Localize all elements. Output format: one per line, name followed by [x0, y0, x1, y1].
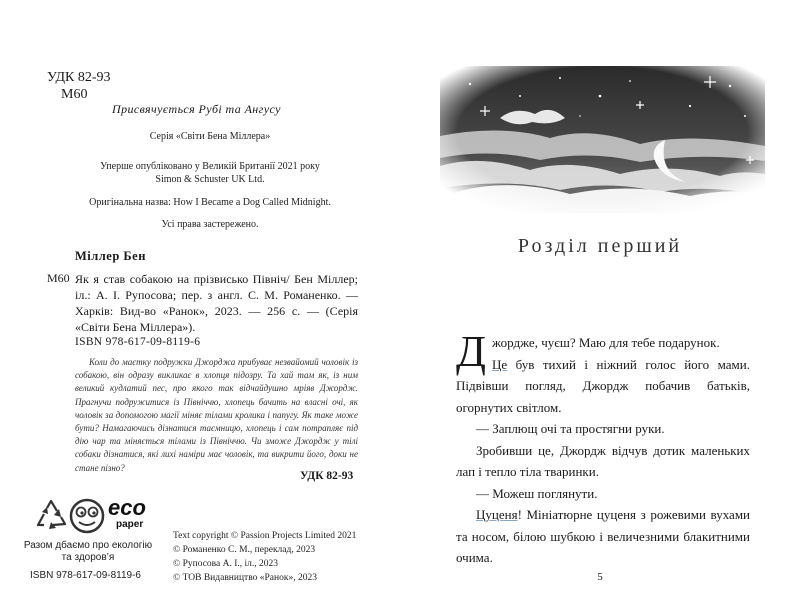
- eco-logos: [34, 495, 164, 537]
- page-number: 5: [597, 571, 603, 583]
- moon-clouds-image: [440, 66, 765, 213]
- eco-caption: Разом дбаємо про екологію та здоров’я: [23, 540, 153, 563]
- copyright-line: © Романенко С. М., переклад, 2023: [173, 545, 316, 555]
- author-heading: Міллер Бен: [75, 249, 146, 263]
- paragraph: — Можеш поглянути.: [476, 485, 598, 501]
- paragraph: Зробивши це, Джордж відчув дотик маленьких лап і тепло тіла тваринки.: [456, 442, 750, 479]
- eco-logo-word: eco: [108, 495, 146, 520]
- author-sign-2: М60: [47, 271, 70, 285]
- paragraph-text: жордже, чуєш? Маю для тебе подарунок.: [492, 335, 720, 350]
- chapter-text: [456, 327, 750, 569]
- copyright-line: Text copyright © Passion Projects Limited 2021: [173, 531, 357, 541]
- udk-bottom: УДК 82-93: [300, 470, 354, 482]
- underlined-word: Це: [492, 356, 508, 372]
- copyright-block: [173, 529, 356, 585]
- copyright-line: © Рупосова А. І., іл., 2023: [173, 559, 279, 569]
- catalog-entry: Як я став собакою на прізвисько Північ/ Бен Міллер; іл.: А. І. Рупосова; пер. з англ. С. М. Романенко. — Харків: Вид-во «Ранок», 2023. — 256 с. — (Серія «Світи Бена Міллера»).: [75, 272, 358, 334]
- paragraph-text: був тихий і ніжний голос його мами. Підвівши погляд, Джордж побачив батьків, огорнутих світлом.: [456, 356, 750, 415]
- first-published-line-1: Уперше опубліковано у Великій Британії 2021 року: [100, 161, 320, 172]
- first-published: [60, 160, 360, 186]
- underlined-word: Цуценя: [476, 507, 518, 522]
- udk-code: УДК 82-93: [47, 70, 111, 85]
- annotation: Коли до маєтку подружки Джорджа прибуває незвайомий чоловік із собакою, він одразу викликає в хлопця підозру. Та хай там як, із ним великий кудлатий пес, про якого так відчайдушно мріяв Джордж. Прагнучи подружитися із Північчю, хлопець бачить на власні очі, як чоловік за допомогою магії міняє тілами кролика і папугу. Як таке може бути? Намагаючись дізнатися таємницю, хлопець і сам потрапляє під дію чар та міняється тілами із Північчю. Чи зможе Джордж у тілі собаки дізнатися, які лихі наміри має чоловік, та викрити його, доки не стане пізно?: [75, 357, 358, 473]
- dedication: Присвячується Рубі та Ангусу: [112, 102, 281, 116]
- paragraph: [456, 504, 750, 569]
- drop-cap: Д: [456, 327, 487, 376]
- paragraph: [456, 354, 750, 419]
- night-sky-illustration: [440, 66, 765, 213]
- first-published-line-2: Simon & Schuster UK Ltd.: [155, 174, 265, 185]
- series-line: Серія «Світи Бена Міллера»: [149, 131, 271, 142]
- paragraph-text: ! Мініатюрне цуценя з рожевими вухами та носом, білою шубкою і величезними блакитними очима.: [456, 507, 750, 565]
- eco-logo-paper: paper: [116, 519, 144, 530]
- right-page: [400, 0, 800, 616]
- original-title: Оригінальна назва: How I Became a Dog Called Midnight.: [89, 197, 331, 208]
- copyright-line: © ТОВ Видавництво «Ранок», 2023: [173, 573, 317, 583]
- paragraph: — Заплющ очі та простягни руки.: [476, 421, 665, 436]
- rights-reserved: Усі права застережено.: [161, 219, 259, 230]
- chapter-title: Розділ перший: [517, 235, 683, 257]
- isbn-bottom: ISBN 978-617-09-8119-6: [30, 570, 141, 581]
- isbn: ISBN 978-617-09-8119-6: [75, 336, 201, 348]
- author-sign: М60: [61, 87, 88, 102]
- udk-block: [47, 69, 111, 103]
